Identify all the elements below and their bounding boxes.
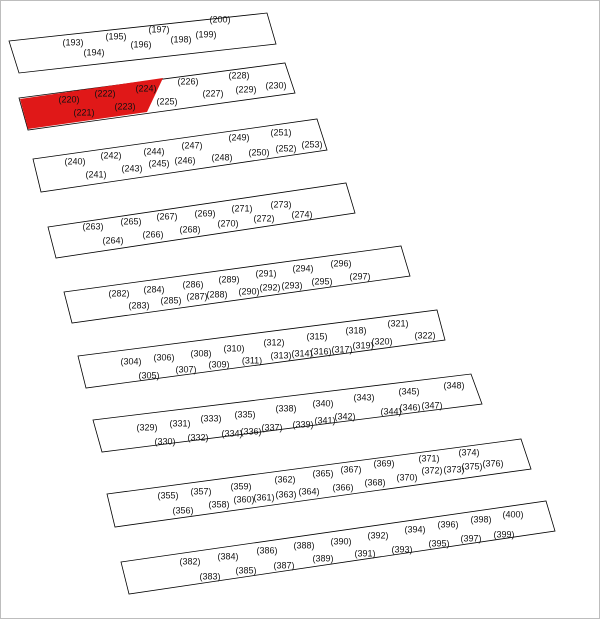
seat-label[interactable]: (242) — [100, 150, 122, 161]
seat-label[interactable]: (400) — [502, 509, 524, 520]
seat-label[interactable]: (374) — [458, 447, 480, 458]
seat-label[interactable]: (296) — [330, 258, 352, 269]
seat-label[interactable]: (321) — [387, 318, 409, 329]
seat-label[interactable]: (311) — [241, 355, 263, 366]
row-1 — [9, 13, 276, 73]
seat-label[interactable]: (263) — [82, 221, 104, 232]
seat-label[interactable]: (370) — [396, 472, 418, 483]
row-4 — [48, 183, 355, 258]
seat-label[interactable]: (347) — [421, 400, 443, 411]
seat-label[interactable]: (331) — [169, 418, 191, 429]
seat-label[interactable]: (193) — [62, 37, 84, 48]
seat-label[interactable]: (292) — [259, 282, 281, 293]
seat-label[interactable]: (271) — [231, 203, 253, 214]
seat-label[interactable]: (341) — [314, 415, 336, 426]
seat-label[interactable]: (318) — [345, 325, 367, 336]
seat-label[interactable]: (284) — [143, 284, 165, 295]
seat-label[interactable]: (358) — [208, 499, 230, 510]
seat-label[interactable]: (373) — [443, 464, 465, 475]
seat-label[interactable]: (268) — [179, 224, 201, 235]
seat-label[interactable]: (198) — [170, 34, 192, 45]
seat-label[interactable]: (266) — [142, 229, 164, 240]
seat-label[interactable]: (273) — [270, 199, 292, 210]
seat-label[interactable]: (283) — [128, 300, 150, 311]
seat-label[interactable]: (322) — [414, 330, 436, 341]
seat-label[interactable]: (344) — [380, 406, 402, 417]
seat-label[interactable]: (308) — [190, 348, 212, 359]
seat-label[interactable]: (197) — [148, 24, 170, 35]
seat-label[interactable]: (364) — [298, 486, 320, 497]
seat-label[interactable]: (230) — [265, 80, 287, 91]
seat-label[interactable]: (342) — [334, 411, 356, 422]
seat-label[interactable]: (194) — [83, 47, 105, 58]
seat-label[interactable]: (249) — [228, 132, 250, 143]
seat-label[interactable]: (332) — [187, 432, 209, 443]
seat-label[interactable]: (388) — [293, 540, 315, 551]
seat-label[interactable]: (196) — [130, 39, 152, 50]
seat-label[interactable]: (345) — [398, 386, 420, 397]
seat-label[interactable]: (224) — [135, 83, 157, 94]
seat-label[interactable]: (376) — [482, 458, 504, 469]
seat-label[interactable]: (293) — [281, 280, 303, 291]
seat-label[interactable]: (315) — [306, 331, 328, 342]
seat-label[interactable]: (250) — [248, 147, 270, 158]
seat-label[interactable]: (394) — [404, 524, 426, 535]
seat-label[interactable]: (287) — [186, 291, 208, 302]
row-6 — [78, 310, 445, 388]
seat-label[interactable]: (312) — [263, 337, 285, 348]
seat-label[interactable]: (392) — [367, 530, 389, 541]
row-2 — [19, 63, 295, 130]
seat-label[interactable]: (241) — [85, 169, 107, 180]
seat-label[interactable]: (286) — [182, 279, 204, 290]
seat-label[interactable]: (264) — [102, 235, 124, 246]
seat-label[interactable]: (246) — [174, 155, 196, 166]
seat-label[interactable]: (309) — [208, 359, 230, 370]
seat-label[interactable]: (220) — [58, 94, 80, 105]
seat-label[interactable]: (252) — [275, 143, 297, 154]
seat-label[interactable]: (288) — [206, 289, 228, 300]
seat-label[interactable]: (383) — [199, 571, 221, 582]
seat-label[interactable]: (244) — [143, 146, 165, 157]
seat-label[interactable]: (375) — [461, 461, 483, 472]
seat-label[interactable]: (337) — [261, 422, 283, 433]
seat-label[interactable]: (385) — [235, 565, 257, 576]
seat-label[interactable]: (348) — [443, 380, 465, 391]
seat-label[interactable]: (387) — [273, 560, 295, 571]
seat-label[interactable]: (225) — [156, 96, 178, 107]
seat-label[interactable]: (314) — [291, 348, 313, 359]
seat-label[interactable]: (307) — [175, 364, 197, 375]
seat-label[interactable]: (240) — [64, 156, 86, 167]
seat-label[interactable]: (290) — [238, 286, 260, 297]
seat-label[interactable]: (363) — [275, 489, 297, 500]
seat-label[interactable]: (222) — [94, 88, 116, 99]
seat-label[interactable]: (265) — [120, 216, 142, 227]
seat-label[interactable]: (365) — [312, 468, 334, 479]
seat-label[interactable]: (251) — [270, 127, 292, 138]
seat-label[interactable]: (310) — [223, 343, 245, 354]
seat-label[interactable]: (227) — [202, 88, 224, 99]
row-7 — [93, 374, 482, 452]
seat-label[interactable]: (221) — [73, 107, 95, 118]
seat-label[interactable]: (340) — [312, 398, 334, 409]
seat-label[interactable]: (384) — [217, 551, 239, 562]
seat-label[interactable]: (357) — [190, 486, 212, 497]
seat-label[interactable]: (304) — [120, 356, 142, 367]
seat-label[interactable]: (334) — [221, 428, 243, 439]
seat-label[interactable]: (243) — [121, 163, 143, 174]
seat-label[interactable]: (229) — [235, 84, 257, 95]
seat-label[interactable]: (396) — [437, 519, 459, 530]
seat-label[interactable]: (289) — [218, 274, 240, 285]
seat-label[interactable]: (316) — [310, 346, 332, 357]
seat-label[interactable]: (372) — [421, 465, 443, 476]
seat-label[interactable]: (305) — [138, 370, 160, 381]
seat-label[interactable]: (272) — [253, 213, 275, 224]
seat-label[interactable]: (195) — [105, 31, 127, 42]
seat-label[interactable]: (336) — [240, 426, 262, 437]
seat-label[interactable]: (247) — [181, 140, 203, 151]
seat-label[interactable]: (391) — [354, 548, 376, 559]
seat-label[interactable]: (295) — [311, 276, 333, 287]
seat-label[interactable]: (359) — [230, 481, 252, 492]
seat-label[interactable]: (274) — [291, 209, 313, 220]
seat-label[interactable]: (306) — [153, 352, 175, 363]
seat-label[interactable]: (297) — [349, 271, 371, 282]
seat-label[interactable]: (294) — [292, 263, 314, 274]
seat-label[interactable]: (199) — [195, 29, 217, 40]
seat-label[interactable]: (245) — [148, 158, 170, 169]
seat-label[interactable]: (291) — [255, 268, 277, 279]
seat-label[interactable]: (382) — [179, 556, 201, 567]
seat-label[interactable]: (366) — [332, 482, 354, 493]
seat-label[interactable]: (393) — [391, 544, 413, 555]
seat-label[interactable]: (282) — [108, 288, 130, 299]
seat-label[interactable]: (367) — [340, 464, 362, 475]
seat-label[interactable]: (399) — [493, 529, 515, 540]
seat-label[interactable]: (362) — [274, 474, 296, 485]
row-5-strip — [64, 246, 410, 323]
seat-label[interactable]: (368) — [364, 477, 386, 488]
seat-label[interactable]: (335) — [234, 409, 256, 420]
seat-label[interactable]: (223) — [114, 101, 136, 112]
row-5 — [64, 246, 410, 323]
seat-label[interactable]: (269) — [194, 208, 216, 219]
seat-label[interactable]: (369) — [373, 458, 395, 469]
seat-label[interactable]: (386) — [256, 545, 278, 556]
seat-label[interactable]: (343) — [353, 392, 375, 403]
seat-label[interactable]: (355) — [157, 490, 179, 501]
seat-label[interactable]: (270) — [217, 218, 239, 229]
seat-label[interactable]: (285) — [160, 295, 182, 306]
seat-label[interactable]: (267) — [156, 211, 178, 222]
seat-label[interactable]: (389) — [312, 553, 334, 564]
seat-label[interactable]: (361) — [253, 492, 275, 503]
seat-label[interactable]: (253) — [301, 139, 323, 150]
seat-label[interactable]: (360) — [233, 494, 255, 505]
seat-label[interactable]: (356) — [172, 505, 194, 516]
seat-label[interactable]: (329) — [136, 422, 158, 433]
seat-label[interactable]: (346) — [399, 402, 421, 413]
seat-label[interactable]: (333) — [200, 413, 222, 424]
seat-label[interactable]: (226) — [177, 76, 199, 87]
seat-label[interactable]: (397) — [460, 533, 482, 544]
seat-label[interactable]: (319) — [352, 340, 374, 351]
seat-label[interactable]: (313) — [270, 350, 292, 361]
seat-label[interactable]: (200) — [209, 14, 231, 25]
seat-label[interactable]: (330) — [154, 436, 176, 447]
seat-label[interactable]: (371) — [418, 453, 440, 464]
row-3 — [33, 119, 327, 192]
seat-label[interactable]: (228) — [228, 70, 250, 81]
seat-label[interactable]: (339) — [292, 419, 314, 430]
seat-label[interactable]: (398) — [470, 514, 492, 525]
seat-map — [1, 1, 600, 619]
seat-label[interactable]: (320) — [371, 336, 393, 347]
seat-label[interactable]: (338) — [275, 403, 297, 414]
seat-label[interactable]: (317) — [331, 344, 353, 355]
seat-label[interactable]: (248) — [211, 152, 233, 163]
seat-label[interactable]: (390) — [330, 536, 352, 547]
seat-label[interactable]: (395) — [428, 538, 450, 549]
